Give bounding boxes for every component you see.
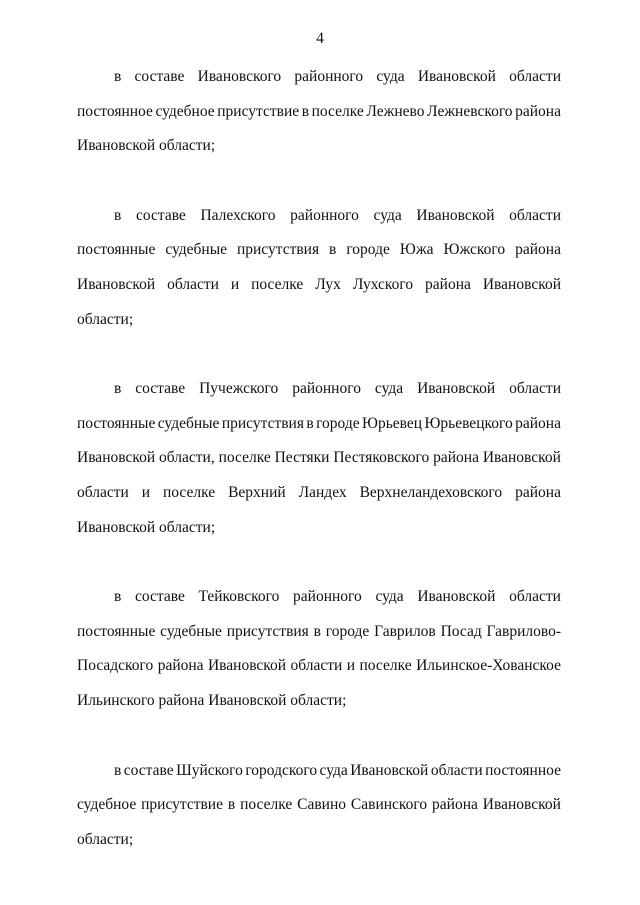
text-line: области и поселке Верхний Ландех Верхнеландеховского района <box>77 483 561 501</box>
text-line: Ивановской области; <box>77 137 216 155</box>
text-line: в составе Палехского районного суда Ивановской области <box>114 206 561 224</box>
text-line: в составе Тейковского районного суда Ивановской области <box>114 588 561 606</box>
text-line: Посадского района Ивановской области и поселке Ильинское-Хованское <box>77 657 561 675</box>
text-line: постоянное судебное присутствие в поселке Лежнево Лежневского района <box>77 102 561 120</box>
text-line: постоянные судебные присутствия в городе Гаврилов Посад Гаврилово- <box>77 622 561 640</box>
text-line: Ильинского района Ивановской области; <box>77 691 347 709</box>
paragraph <box>77 760 561 864</box>
paragraph <box>77 205 561 343</box>
paragraph <box>77 586 561 724</box>
text-line: судебное присутствие в поселке Савино Савинского района Ивановской <box>77 796 561 814</box>
text-line: области; <box>77 310 134 328</box>
text-line: в составе Ивановского районного суда Ивановской области <box>114 68 561 85</box>
text-line: Ивановской области и поселке Лух Лухского района Ивановской <box>77 275 561 293</box>
paragraph <box>77 66 561 170</box>
text-line: в составе Шуйского городского суда Ивановской области постоянное <box>114 761 561 779</box>
document-body <box>77 66 561 863</box>
text-line: Ивановской области; <box>77 518 216 536</box>
page-number: 4 <box>316 30 324 47</box>
text-line: в составе Пучежского районного суда Ивановской области <box>114 380 561 398</box>
text-line: постоянные судебные присутствия в городе Юрьевец Юрьевецкого района <box>77 414 561 432</box>
paragraph <box>77 378 561 551</box>
text-line: Ивановской области, поселке Пестяки Пестяковского района Ивановской <box>77 449 561 467</box>
text-line: постоянные судебные присутствия в городе Южа Южского района <box>77 241 561 259</box>
text-line: области; <box>77 830 134 848</box>
